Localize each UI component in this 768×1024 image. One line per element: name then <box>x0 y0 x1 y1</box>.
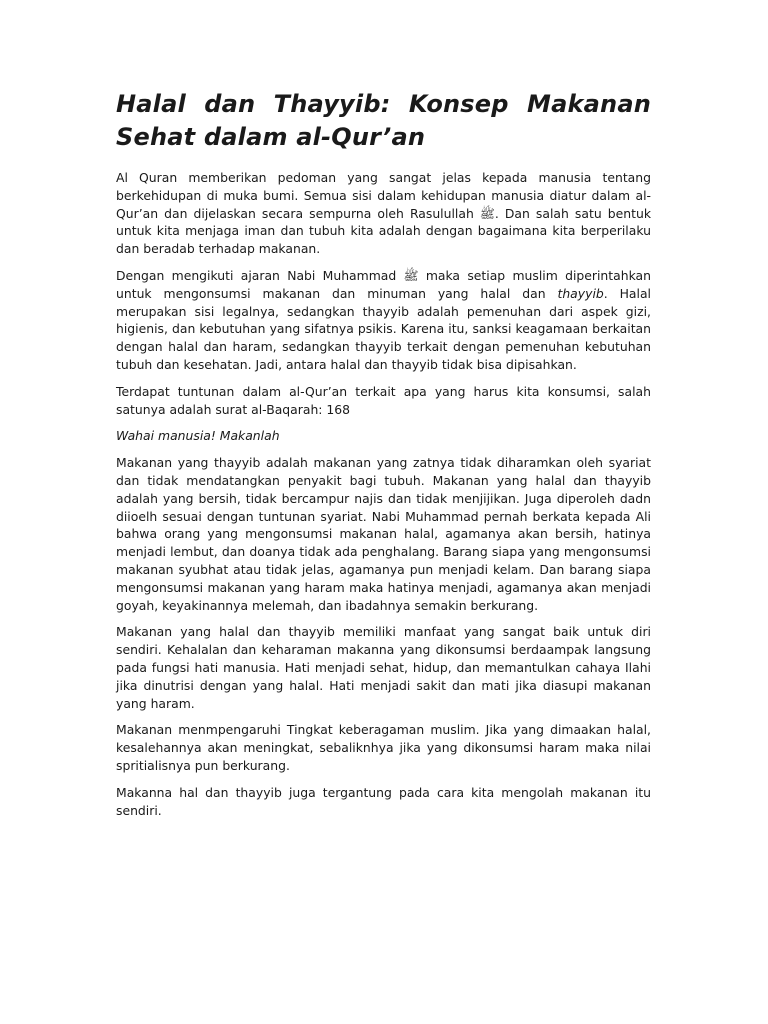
paragraph-3: Terdapat tuntunan dalam al-Qur’an terkait apa yang harus kita konsumsi, salah satunya adalah surat al-Baqarah: 168 <box>116 383 651 417</box>
paragraph-7: Makanan menmpengaruhi Tingkat keberagaman muslim. Jika yang dimaakan halal, kesalehannya akan meningkat, sebaliknhya jika yang dikonsumsi haram maka nilai spritialisnya pun berkurang. <box>116 722 651 773</box>
paragraph-8: Makanna hal dan thayyib juga tergantung pada cara kita mengolah makanan itu sendiri. <box>116 784 651 818</box>
paragraph-5: Makanan yang thayyib adalah makanan yang zatnya tidak diharamkan oleh syariat dan tidak mendatangkan penyakit bagi tubuh. Makanan yang halal dan thayyib adalah yang bersih, tidak bercampur najis dan tidak menjijikan. Juga diperoleh dadn diioelh sesuai dengan tuntunan syariat. Nabi Muhammad pernah berkata kepada Ali bahwa orang yang mengonsumsi makanan halal, agamanya akan bersih, hatinya menjadi lembut, dan doanya tidak ada penghalang. Barang siapa yang mengonsumsi makanan syubhat atau tidak jelas, agamanya pun menjadi kelam. Dan barang siapa mengonsumsi makanan yang haram maka hatinya menjadi, agamanya akan menjadi goyah, keyakinannya melemah, dan ibadahnya semakin berkurang. <box>116 455 651 613</box>
paragraph-2-text-before: Dengan mengikuti ajaran Nabi Muhammad ﷺ maka setiap muslim diperintahkan untuk mengonsumsi makanan dan minuman yang halal dan <box>116 267 651 301</box>
paragraph-4-verse: Wahai manusia! Makanlah <box>116 428 280 444</box>
paragraph-6: Makanan yang halal dan thayyib memiliki manfaat yang sangat baik untuk diri sendiri. Kehalalan dan keharaman makanna yang dikonsumsi berdaampak langsung pada fungsi hati manusia. Hati menjadi sehat, hidup, dan memantulkan cahaya Ilahi jika dinutrisi dengan yang halal. Hati menjadi sakit dan mati jika diasupi makanan yang haram. <box>116 624 651 711</box>
document-title: Halal dan Thayyib: Konsep Makanan Sehat dalam al-Qur’an <box>116 90 651 151</box>
paragraph-1: Al Quran memberikan pedoman yang sangat jelas kepada manusia tentang berkehidupan di muka bumi. Semua sisi dalam kehidupan manusia diatur dalam al-Qur’an dan dijelaskan secara sempurna oleh Rasulullah ﷺ. Dan salah satu bentuk untuk kita menjaga iman dan tubuh kita adalah dengan bagaimana kita berperilaku dan beradab terhadap makanan. <box>116 170 651 257</box>
paragraph-2-italic-term: thayyib <box>557 285 604 301</box>
paragraph-2 <box>116 267 651 374</box>
paragraph-2-text-after: . Halal merupakan sisi legalnya, sedangkan thayyib adalah pemenuhan dari aspek gizi, higienis, dan kebutuhan yang sifatnya psikis. Karena itu, sanksi keagamaan berkaitan dengan halal dan haram, sedangkan thayyib terkait dengan pemenuhan kebutuhan tubuh dan kesehatan. Jadi, antara halal dan thayyib tidak bisa dipisahkan. <box>116 285 651 372</box>
document-page <box>116 88 651 828</box>
